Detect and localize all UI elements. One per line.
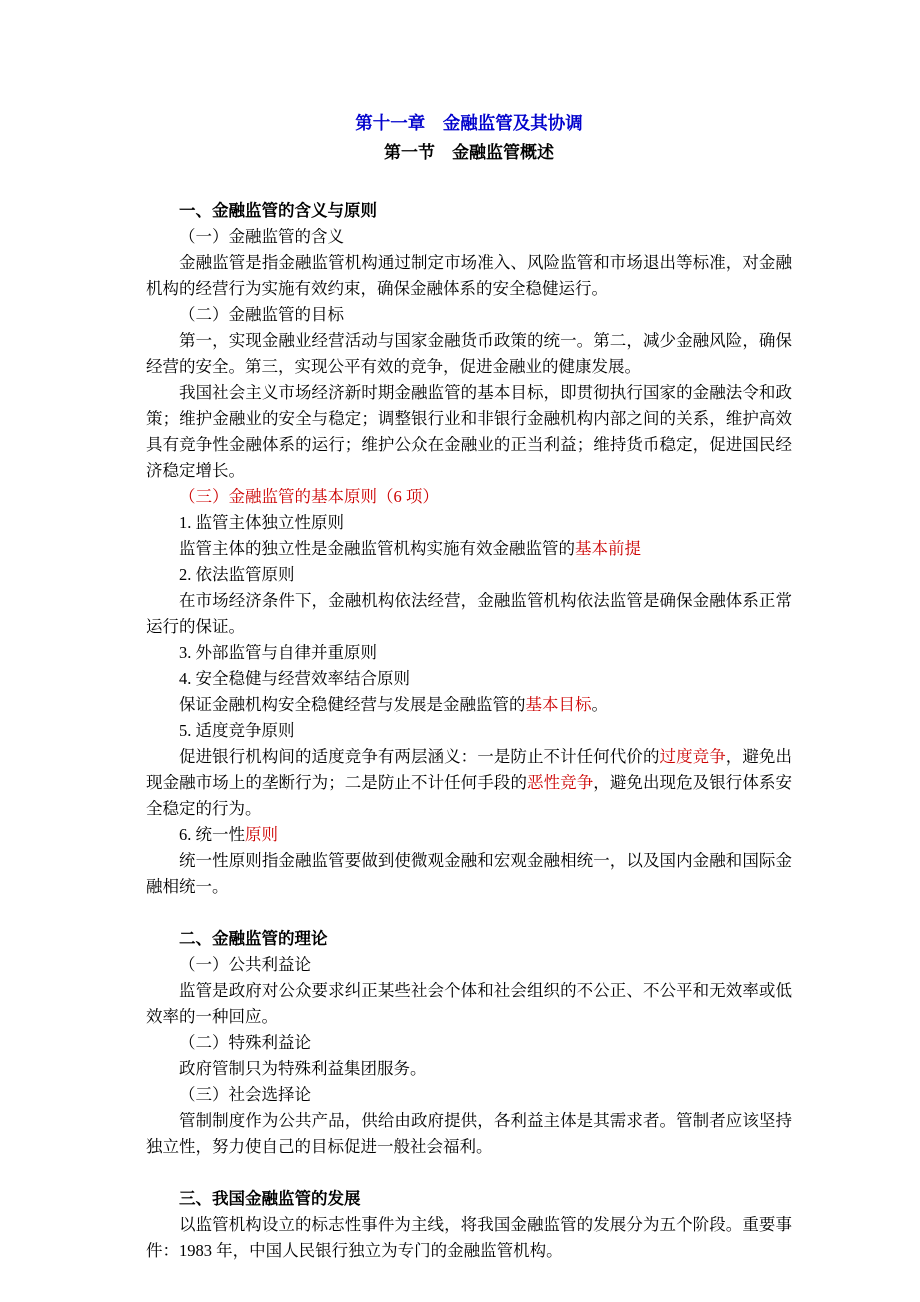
paragraph <box>146 744 792 822</box>
text-run: 1. 监管主体独立性原则 <box>179 513 344 532</box>
paragraph <box>146 510 792 536</box>
text-run: 监管是政府对公众要求纠正某些社会个体和社会组织的不公正、不公平和无效率或低效率的一种回应。 <box>146 981 792 1026</box>
text-run: 在市场经济条件下，金融机构依法经营，金融监管机构依法监管是确保金融体系正常运行的保证。 <box>146 591 792 636</box>
highlighted-text: 过度竞争 <box>659 747 726 766</box>
paragraph <box>146 822 792 848</box>
text-run: 。 <box>591 695 608 714</box>
text-run: 一、金融监管的含义与原则 <box>179 201 377 220</box>
paragraph <box>146 1212 792 1264</box>
text-run: （一）金融监管的含义 <box>179 227 344 246</box>
paragraph <box>146 224 792 250</box>
paragraph <box>146 718 792 744</box>
text-run: 监管主体的独立性是金融监管机构实施有效金融监管的 <box>179 539 575 558</box>
paragraph <box>146 952 792 978</box>
text-run: 三、我国金融监管的发展 <box>179 1189 361 1208</box>
text-run: 统一性原则指金融监管要做到使微观金融和宏观金融相统一，以及国内金融和国际金融相统一。 <box>146 851 792 896</box>
highlighted-text: 原则 <box>245 825 278 844</box>
text-run: 5. 适度竞争原则 <box>179 721 295 740</box>
text-run: 保证金融机构安全稳健经营与发展是金融监管的 <box>179 695 526 714</box>
paragraph <box>146 562 792 588</box>
paragraph <box>146 536 792 562</box>
text-run: ，避免出现危及银行体系安全稳定的行为。 <box>146 773 793 818</box>
paragraph <box>146 848 792 900</box>
paragraph <box>146 1030 792 1056</box>
text-run: 6. 统一性 <box>179 825 245 844</box>
paragraph <box>146 328 792 380</box>
text-run: （一）公共利益论 <box>179 955 311 974</box>
chapter-title: 第十一章 金融监管及其协调 <box>355 113 583 133</box>
paragraph <box>146 302 792 328</box>
text-run: 3. 外部监管与自律并重原则 <box>179 643 377 662</box>
text-run: 促进银行机构间的适度竞争有两层涵义：一是防止不计任何代价的 <box>179 747 660 766</box>
text-run: ，避免出现金融市场上的垄断行为；二是防止不计任何手段的 <box>146 747 793 792</box>
highlighted-text: 基本目标 <box>525 695 592 714</box>
paragraph <box>146 978 792 1030</box>
text-run: （三）社会选择论 <box>179 1085 311 1104</box>
paragraph <box>146 1108 792 1160</box>
section-heading <box>146 1186 792 1212</box>
text-run: 4. 安全稳健与经营效率结合原则 <box>179 669 410 688</box>
text-run: 以监管机构设立的标志性事件为主线，将我国金融监管的发展分为五个阶段。重要事件：1983 年，中国人民银行独立为专门的金融监管机构。 <box>146 1215 792 1260</box>
text-run: 二、金融监管的理论 <box>179 929 328 948</box>
text-run: 我国社会主义市场经济新时期金融监管的基本目标，即贯彻执行国家的金融法令和政策；维护金融业的安全与稳定；调整银行业和非银行金融机构内部之间的关系，维护高效具有竞争性金融体系的运行；维护公众在金融业的正当利益；维持货币稳定，促进国民经济稳定增长。 <box>146 383 792 480</box>
paragraph-list <box>146 198 792 1264</box>
text-run: 第一，实现金融业经营活动与国家金融货币政策的统一。第二，减少金融风险，确保经营的安全。第三，实现公平有效的竞争，促进金融业的健康发展。 <box>146 331 792 376</box>
paragraph <box>146 484 792 510</box>
paragraph <box>146 588 792 640</box>
text-run: （二）特殊利益论 <box>179 1033 311 1052</box>
text-run: 政府管制只为特殊利益集团服务。 <box>179 1059 427 1078</box>
paragraph <box>146 250 792 302</box>
highlighted-text: 恶性竞争 <box>527 773 594 792</box>
paragraph <box>146 1056 792 1082</box>
paragraph <box>146 666 792 692</box>
paragraph <box>146 640 792 666</box>
section-heading <box>146 198 792 224</box>
paragraph <box>146 692 792 718</box>
text-run: 管制制度作为公共产品，供给由政府提供，各利益主体是其需求者。管制者应该坚持独立性，努力使自己的目标促进一般社会福利。 <box>146 1111 792 1156</box>
paragraph <box>146 1082 792 1108</box>
text-run: 金融监管是指金融监管机构通过制定市场准入、风险监管和市场退出等标准，对金融机构的经营行为实施有效约束，确保金融体系的安全稳健运行。 <box>146 253 792 298</box>
section-heading <box>146 926 792 952</box>
highlighted-text: （三）金融监管的基本原则（6 项） <box>179 487 439 506</box>
text-run: （二）金融监管的目标 <box>179 305 344 324</box>
text-run: 2. 依法监管原则 <box>179 565 295 584</box>
paragraph <box>146 380 792 484</box>
section-title: 第一节 金融监管概述 <box>384 143 554 162</box>
highlighted-text: 基本前提 <box>575 539 641 558</box>
